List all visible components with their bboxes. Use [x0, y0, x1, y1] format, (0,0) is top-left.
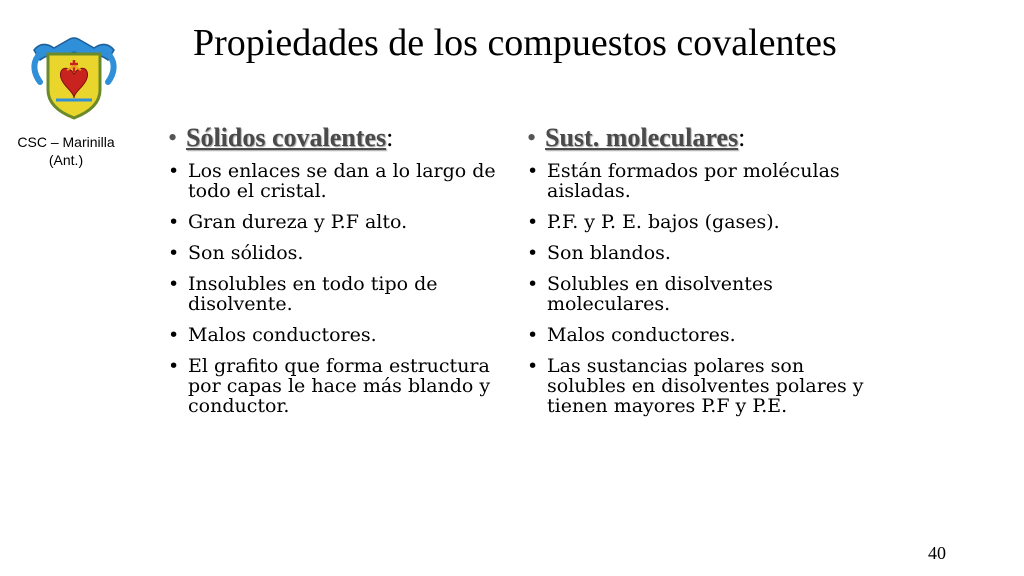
bullet: •: [168, 160, 180, 182]
list-item: [527, 161, 867, 201]
heading-colon: :: [386, 123, 394, 152]
left-column: [168, 122, 508, 427]
right-bullet-list: [527, 161, 867, 416]
list-item-text: Están formados por moléculas aisladas.: [547, 160, 840, 202]
list-item: [168, 243, 508, 263]
list-item: [168, 212, 508, 232]
bullet: •: [168, 324, 180, 346]
right-heading: [527, 122, 867, 154]
bullet: •: [527, 324, 539, 346]
list-item-text: P.F. y P. E. bajos (gases).: [547, 211, 780, 233]
list-item-text: Malos conductores.: [547, 324, 736, 346]
bullet: •: [527, 273, 539, 295]
list-item: [168, 161, 508, 201]
list-item-text: Son sólidos.: [188, 242, 304, 264]
bullet: •: [168, 211, 180, 233]
right-heading-text: Sust. moleculares: [545, 123, 739, 152]
bullet: •: [168, 123, 178, 152]
list-item-text: El grafito que forma estructura por capas le hace más blando y conductor.: [188, 355, 491, 417]
bullet: •: [527, 160, 539, 182]
school-crest-logo: [28, 30, 120, 122]
bullet: •: [527, 355, 539, 377]
school-crest-icon: [28, 30, 120, 122]
list-item-text: Malos conductores.: [188, 324, 377, 346]
right-column: [527, 122, 867, 427]
bullet: •: [527, 242, 539, 264]
left-bullet-list: [168, 161, 508, 416]
list-item-text: Son blandos.: [547, 242, 671, 264]
list-item: [527, 356, 867, 416]
list-item: [168, 356, 508, 416]
list-item-text: Solubles en disolventes moleculares.: [547, 273, 773, 315]
list-item: [527, 212, 867, 232]
heading-colon: :: [738, 123, 746, 152]
list-item-text: Las sustancias polares son solubles en disolventes polares y tienen mayores P.F y P.E.: [547, 355, 864, 417]
school-label: CSC – Marinilla (Ant.): [17, 134, 115, 168]
list-item: [168, 325, 508, 345]
bullet: •: [527, 211, 539, 233]
list-item-text: Gran dureza y P.F alto.: [188, 211, 408, 233]
page-number: 40: [928, 543, 946, 563]
list-item-text: Los enlaces se dan a lo largo de todo el cristal.: [188, 160, 496, 202]
bullet: •: [527, 123, 537, 152]
slide-title: Propiedades de los compuestos covalentes: [193, 22, 837, 64]
list-item: [527, 325, 867, 345]
list-item: [168, 274, 508, 314]
bullet: •: [168, 355, 180, 377]
bullet: •: [168, 273, 180, 295]
left-heading: [168, 122, 508, 154]
list-item-text: Insolubles en todo tipo de disolvente.: [188, 273, 438, 315]
list-item: [527, 274, 867, 314]
bullet: •: [168, 242, 180, 264]
list-item: [527, 243, 867, 263]
left-heading-text: Sólidos covalentes: [186, 123, 387, 152]
